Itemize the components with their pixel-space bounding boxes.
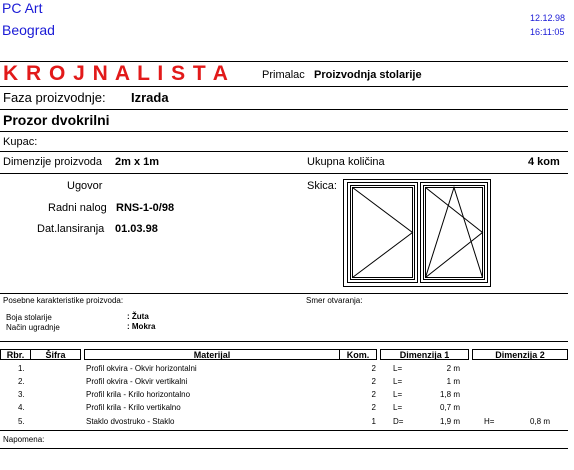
row-dim1-prefix: L= bbox=[393, 390, 403, 399]
divider bbox=[0, 173, 568, 174]
divider bbox=[0, 86, 568, 87]
print-date: 12.12.98 bbox=[530, 13, 566, 23]
quantity-value: 4 kom bbox=[528, 156, 560, 168]
work-order-label: Radni nalog bbox=[48, 202, 107, 214]
row-quantity: 1 bbox=[371, 417, 376, 426]
color-value: : Žuta bbox=[127, 312, 149, 321]
divider bbox=[0, 131, 568, 132]
column-header-rbr: Rbr. bbox=[0, 349, 31, 360]
print-time: 16:11:05 bbox=[530, 27, 565, 37]
install-label: Način ugradnje bbox=[6, 323, 60, 332]
document-title: K R O J N A L I S T A bbox=[3, 62, 229, 85]
row-number: 4. bbox=[18, 403, 25, 412]
note-label: Napomena: bbox=[3, 435, 45, 444]
row-dim1-value: 1 m bbox=[446, 377, 460, 386]
row-material: Profil okvira - Okvir vertikalni bbox=[86, 377, 188, 386]
window-sketch bbox=[343, 179, 491, 287]
recipient-value: Proizvodnja stolarije bbox=[314, 69, 422, 81]
phase-label: Faza proizvodnje: bbox=[3, 90, 106, 105]
divider bbox=[0, 293, 568, 294]
install-value: : Mokra bbox=[127, 322, 156, 331]
row-quantity: 2 bbox=[371, 364, 376, 373]
row-quantity: 2 bbox=[371, 377, 376, 386]
divider bbox=[0, 430, 568, 431]
row-dim1-prefix: D= bbox=[393, 417, 404, 426]
row-material: Staklo dvostruko - Staklo bbox=[86, 417, 175, 426]
divider bbox=[0, 341, 568, 342]
dimensions-label: Dimenzije proizvoda bbox=[3, 156, 103, 168]
quantity-label: Ukupna količina bbox=[307, 156, 385, 168]
row-quantity: 2 bbox=[371, 390, 376, 399]
row-dim1-value: 1,8 m bbox=[439, 390, 460, 399]
column-header-material: Materijal bbox=[84, 349, 340, 360]
row-dim1-prefix: L= bbox=[393, 364, 403, 373]
row-dim1-prefix: L= bbox=[393, 403, 403, 412]
sketch-label: Skica: bbox=[307, 180, 337, 192]
row-quantity: 2 bbox=[371, 403, 376, 412]
company-name: PC Art bbox=[2, 0, 43, 16]
row-dim2-value: 0,8 m bbox=[529, 417, 550, 426]
row-dim2-prefix: H= bbox=[484, 417, 495, 426]
row-number: 1. bbox=[18, 364, 25, 373]
row-number: 2. bbox=[18, 377, 25, 386]
column-header-sifra: Šifra bbox=[30, 349, 81, 360]
row-number: 3. bbox=[18, 390, 25, 399]
contract-label: Ugovor bbox=[67, 180, 103, 192]
row-dim1-value: 2 m bbox=[446, 364, 460, 373]
product-name: Prozor dvokrilni bbox=[3, 112, 110, 128]
divider bbox=[0, 448, 568, 449]
row-material: Profil krila - Krilo horizontalno bbox=[86, 390, 191, 399]
column-header-dimension-2: Dimenzija 2 bbox=[472, 349, 568, 360]
recipient-label: Primalac bbox=[262, 69, 305, 81]
row-dim1-value: 0,7 m bbox=[439, 403, 460, 412]
column-header-dimension-1: Dimenzija 1 bbox=[380, 349, 469, 360]
dimensions-value: 2m x 1m bbox=[115, 156, 160, 168]
divider bbox=[0, 109, 568, 110]
launch-date-value: 01.03.98 bbox=[115, 223, 158, 235]
color-label: Boja stolarije bbox=[6, 313, 52, 322]
special-characteristics-label: Posebne karakteristike proizvoda: bbox=[3, 296, 124, 305]
phase-value: Izrada bbox=[131, 90, 169, 105]
row-number: 5. bbox=[18, 417, 25, 426]
launch-date-label: Dat.lansiranja bbox=[37, 223, 105, 235]
row-material: Profil okvira - Okvir horizontalni bbox=[86, 364, 197, 373]
opening-direction-label: Smer otvaranja: bbox=[306, 296, 363, 305]
row-dim1-value: 1,9 m bbox=[439, 417, 460, 426]
divider bbox=[0, 151, 568, 152]
work-order-value: RNS-1-0/98 bbox=[116, 202, 175, 214]
company-city: Beograd bbox=[2, 22, 55, 38]
column-header-kom: Kom. bbox=[339, 349, 377, 360]
row-dim1-prefix: L= bbox=[393, 377, 403, 386]
row-material: Profil krila - Krilo vertikalno bbox=[86, 403, 181, 412]
buyer-label: Kupac: bbox=[3, 136, 38, 148]
